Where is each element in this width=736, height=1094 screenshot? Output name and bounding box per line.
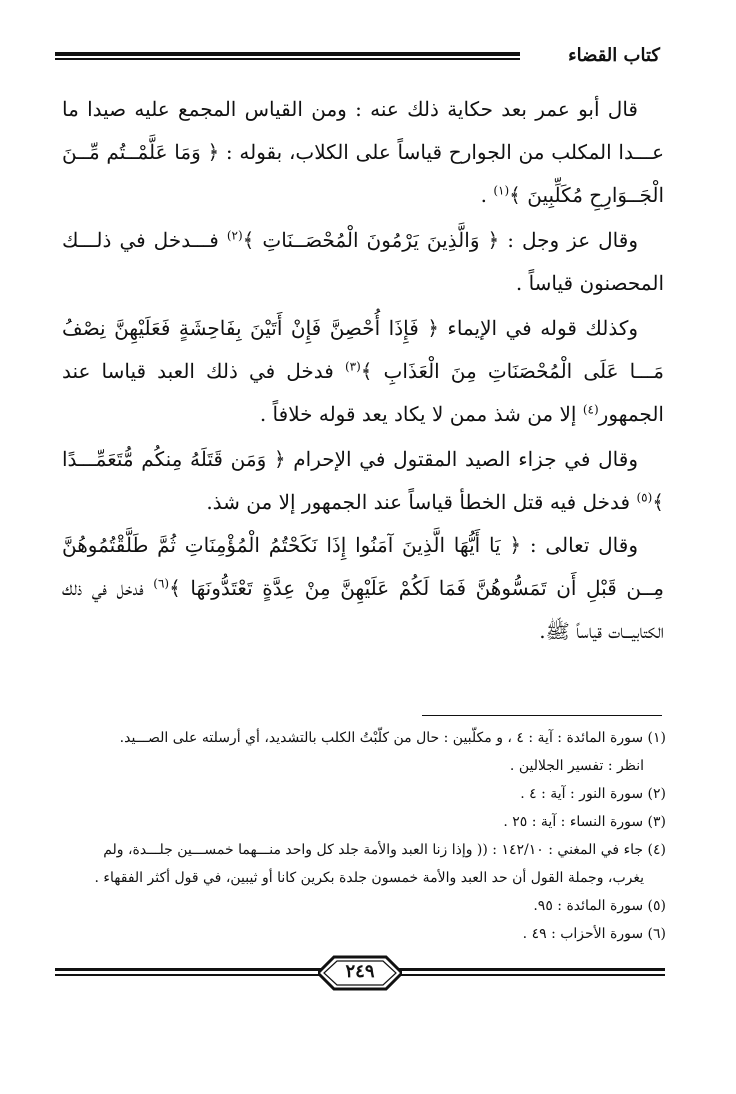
footnote-number: (٤)	[647, 842, 666, 858]
quran-quote: ﴿ فَإِذَا أُحْصِنَّ فَإِنْ أَتَيْنَ بِفَاحِشَةٍ فَعَلَيْهِنَّ نِصْفُ مَـــا عَلَى الْمُحْصَنَاتِ مِنَ الْعَذَابِ ﴾	[62, 316, 664, 383]
header-short-rule	[55, 52, 91, 62]
footnote-ref: (٥)	[636, 490, 653, 505]
text: .	[480, 183, 494, 207]
running-header	[55, 42, 660, 72]
quran-quote: ﴿ وَالَّذِينَ يَرْمُونَ الْمُحْصَــنَاتِ ﴾	[242, 228, 500, 252]
header-double-rule	[55, 52, 520, 62]
paragraph-5	[62, 524, 664, 653]
footnote-text: سورة النساء : آية : ٢٥ .	[503, 814, 644, 830]
footnote-continuation: انظر : تفسير الجلالين .	[509, 758, 644, 774]
footnote-number: (٥)	[647, 898, 666, 914]
main-text	[62, 88, 664, 653]
text: وقال تعالى :	[521, 533, 638, 557]
running-header-title: كتاب القضاء	[568, 45, 660, 66]
page-number: ٢٤٩	[345, 961, 375, 982]
header-short-rule-thick	[55, 52, 91, 56]
footnote-separator	[422, 715, 662, 716]
footnote-5	[52, 892, 666, 920]
footnote-6	[52, 920, 666, 948]
text: وقال في جزاء الصيد المقتول في الإحرام	[285, 447, 638, 471]
paragraph-1	[62, 88, 664, 217]
text: إلا من شذ ممن لا يكاد يعد قوله خلافاً .	[259, 402, 583, 426]
footnote-1	[52, 724, 666, 780]
text: فدخل في ذلك العبد قياسا عند الجمهور	[62, 359, 664, 426]
header-rule-thick	[55, 52, 520, 56]
text: قال أبو عمر بعد حكاية ذلك عنه : ومن القياس المجمع عليه صيدا ما عـــدا المكلب من الجوارح قياساً على الكلاب، بقوله :	[62, 97, 664, 164]
text: فـــدخل في ذلـــك المحصنون قياساً .	[62, 228, 664, 295]
text: وقال عز وجل :	[499, 228, 638, 252]
footnote-ref: (١)	[493, 183, 510, 198]
footnote-number: (٢)	[647, 786, 666, 802]
footnote-ref: (٤)	[582, 402, 599, 417]
quran-quote: ﴿ وَمَا عَلَّمْــتُم مِّــنَ الْجَــوَارِحِ مُكَلِّبِينَ ﴾	[62, 140, 664, 207]
quran-quote: ﴿ وَمَن قَتَلَهُ مِنكُم مُّتَعَمِّـــدًا ﴾	[62, 447, 664, 514]
footnote-text: جاء في المغني : ١٤٢/١٠ : (( وإذا زنا العبد والأمة جلد كل واحد منـــهما خمســـين جلـــدة، ولم	[103, 842, 644, 858]
footnote-ref: (٣)	[344, 359, 361, 374]
footnote-4	[52, 836, 666, 892]
page-number-ornament	[318, 955, 402, 991]
paragraph-4	[62, 438, 664, 524]
footnote-3	[52, 808, 666, 836]
header-short-rule-thin	[55, 58, 91, 60]
footnote-text: سورة المائدة : ٩٥.	[533, 898, 644, 914]
quran-quote: ﴿ يَا أَيُّهَا الَّذِينَ آمَنُوا إِذَا نَكَحْتُمُ الْمُؤْمِنَاتِ ثُمَّ طَلَّقْتُمُوهُنَّ مِــن قَبْلِ أَن تَمَسُّوهُنَّ فَمَا لَكُمْ عَلَيْهِنَّ مِنْ عِدَّةٍ تَعْتَدُّونَهَا ﴾	[62, 533, 664, 600]
footnotes	[52, 724, 666, 948]
header-rule-thin	[55, 58, 520, 60]
footnote-number: (٣)	[647, 814, 666, 830]
paragraph-3	[62, 307, 664, 436]
text: فدخل فيه قتل الخطأ قياساً عند الجمهور إلا من شذ.	[206, 490, 637, 514]
text: فدخل في ذلك الكتابيـــات قياساً ﷺ.	[62, 576, 664, 643]
footnote-text: سورة الأحزاب : ٤٩ .	[522, 926, 644, 942]
footnote-2	[52, 780, 666, 808]
footnote-number: (١)	[647, 730, 666, 746]
page-footer	[55, 955, 665, 991]
paragraph-2	[62, 219, 664, 305]
footnote-continuation: يغرب، وجملة القول أن حد العبد والأمة خمسون جلدة بكرين كانا أو ثيبين، في قول أكثر الفقهاء .	[94, 870, 644, 886]
footnote-text: سورة المائدة : آية : ٤ ، و مكلّبين : حال من كلّبْتُ الكلب بالتشديد، أي أرسلته على الصـــيد.	[119, 730, 644, 746]
footnote-ref: (٦)	[153, 576, 170, 591]
footnote-text: سورة النور : آية : ٤ .	[520, 786, 644, 802]
footnote-number: (٦)	[647, 926, 666, 942]
footnote-ref: (٢)	[226, 228, 243, 243]
text: وكذلك قوله في الإيماء	[438, 316, 638, 340]
